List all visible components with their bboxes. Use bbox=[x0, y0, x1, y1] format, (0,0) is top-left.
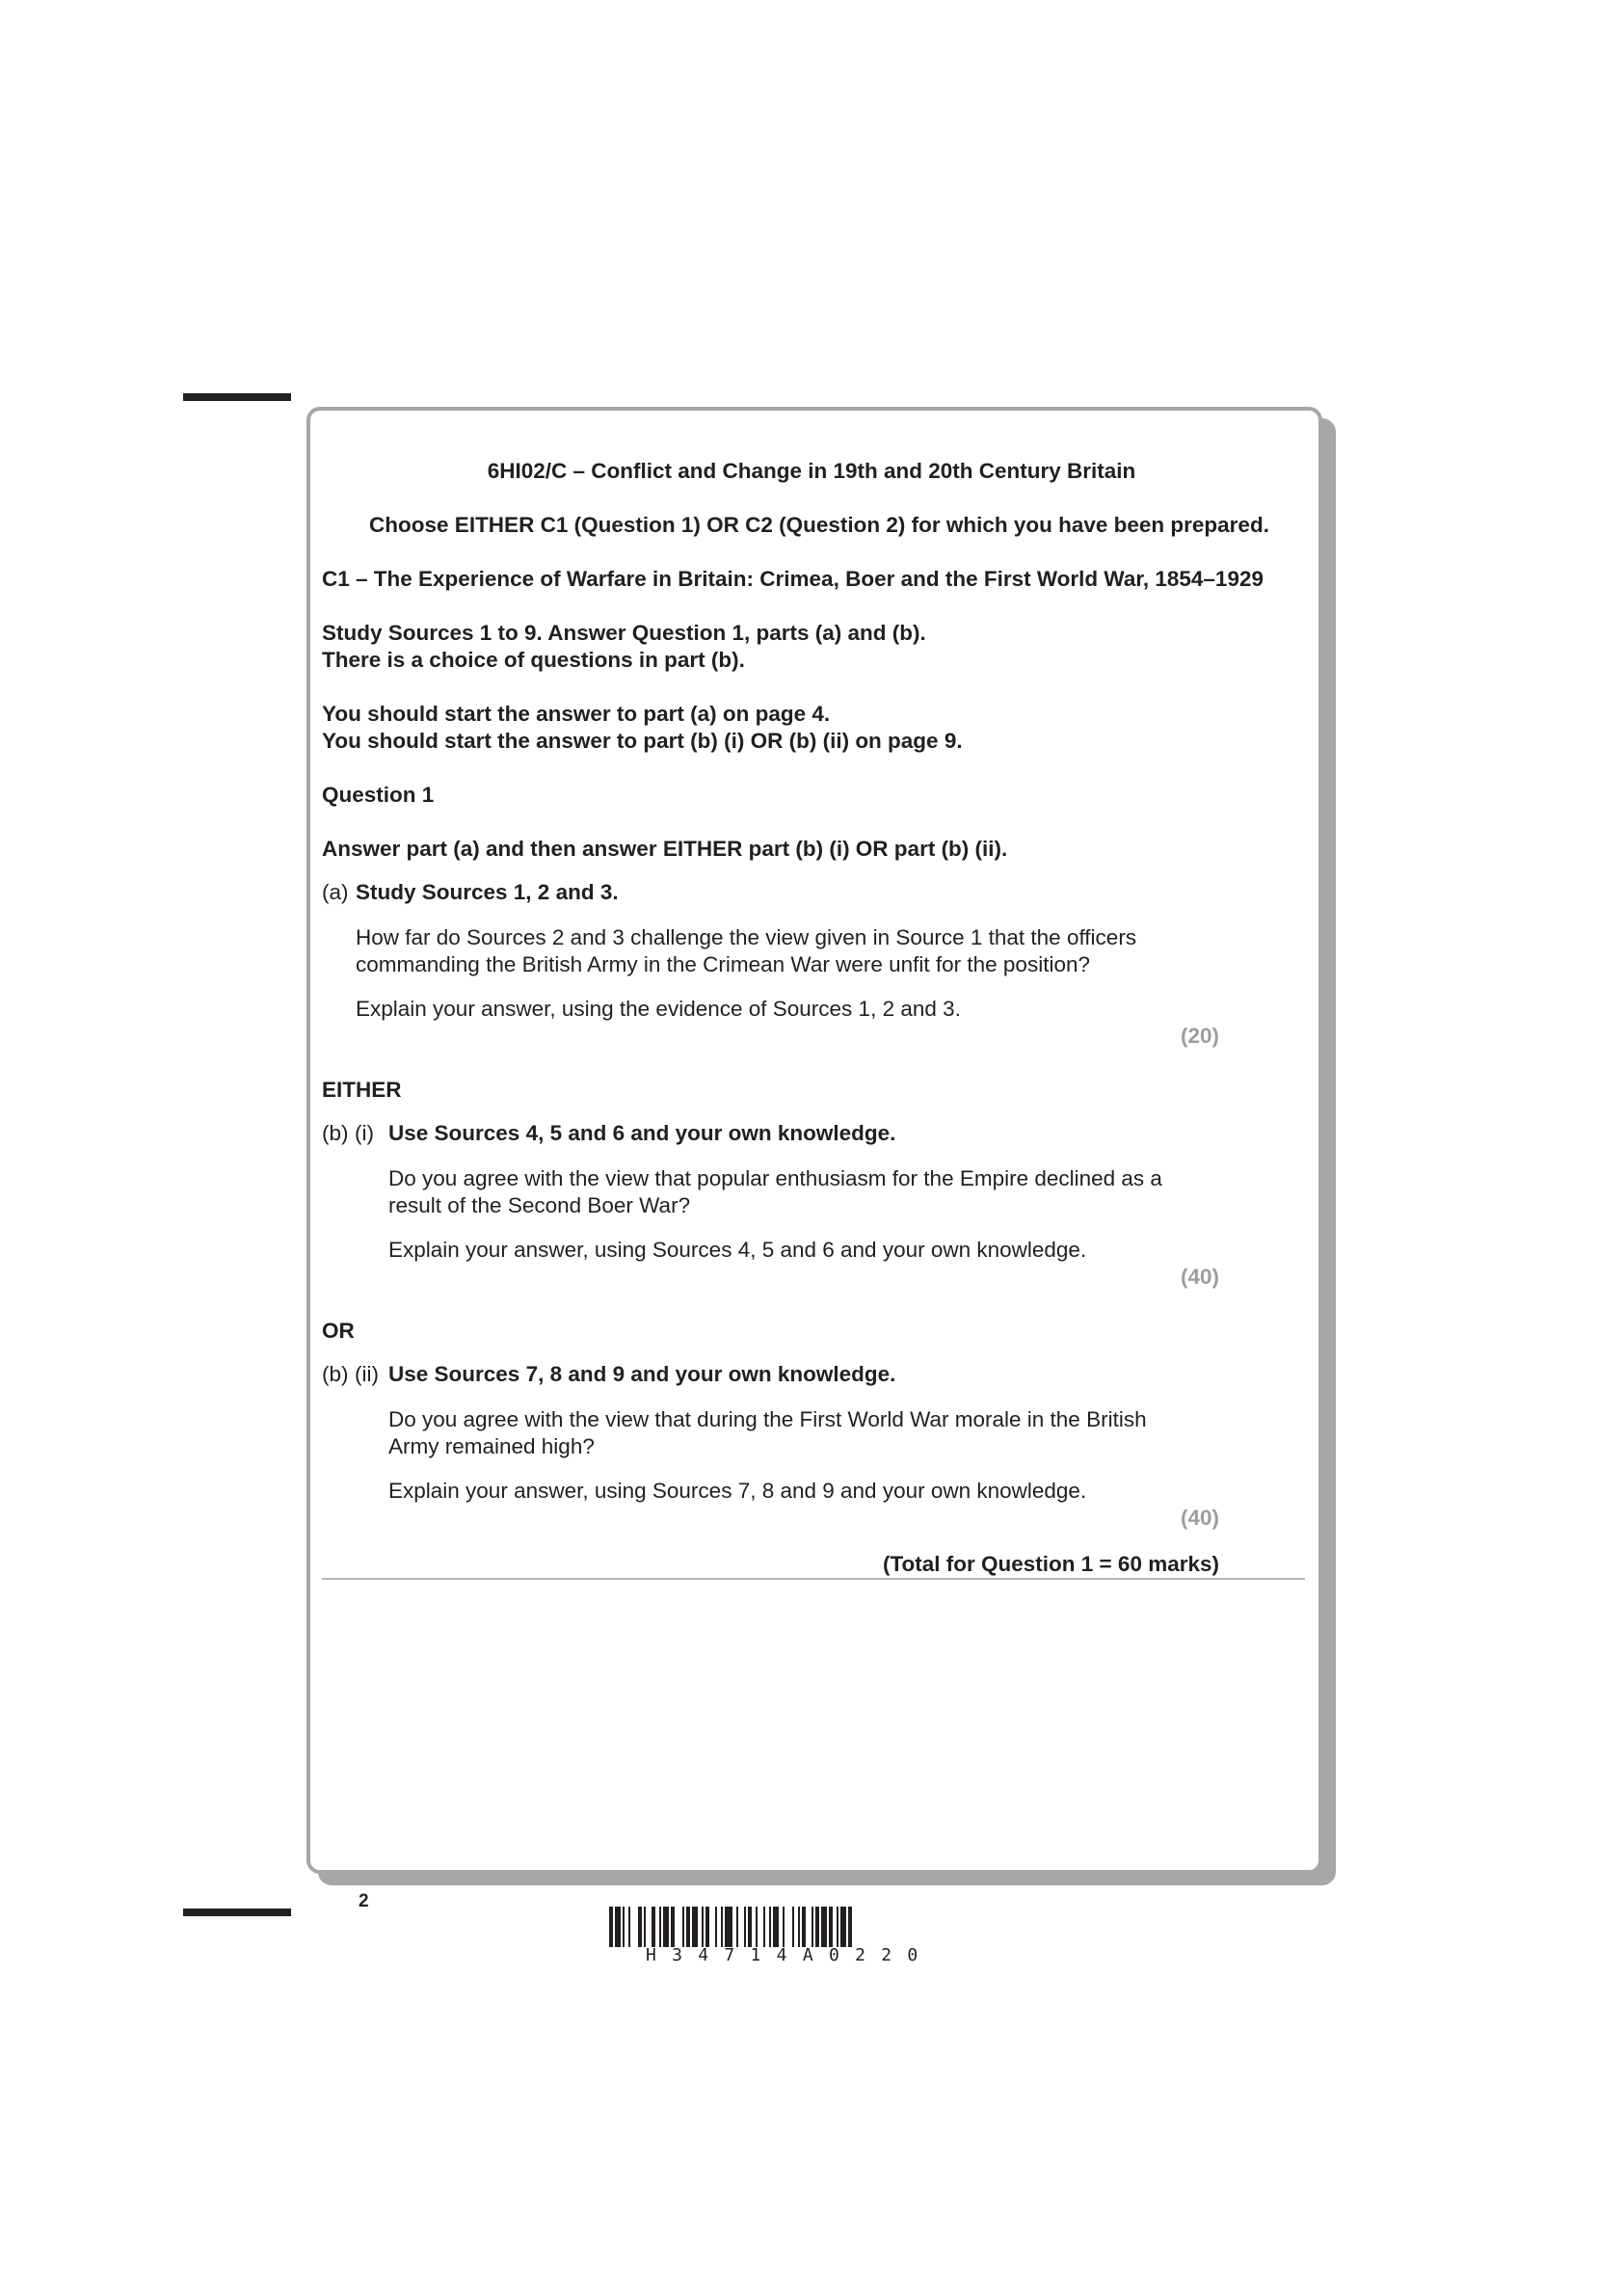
barcode-bar bbox=[644, 1907, 646, 1947]
barcode-bar bbox=[756, 1907, 758, 1947]
part-b-ii-explain: Explain your answer, using Sources 7, 8 and 9 and your own knowledge. bbox=[388, 1479, 1087, 1503]
barcode-bar bbox=[783, 1907, 785, 1947]
total-rule bbox=[322, 1578, 1305, 1580]
barcode-bar bbox=[773, 1907, 779, 1947]
part-a-marks: (20) bbox=[1180, 1024, 1219, 1048]
choose-instruction: Choose EITHER C1 (Question 1) OR C2 (Question 2) for which you have been prepared. bbox=[369, 513, 1269, 537]
part-b-i-sub-label: (i) bbox=[355, 1121, 374, 1145]
barcode-bar bbox=[686, 1907, 690, 1947]
barcode-bar bbox=[652, 1907, 655, 1947]
barcode-bar bbox=[736, 1907, 738, 1947]
answer-instruction: Answer part (a) and then answer EITHER part (b) (i) OR part (b) (ii). bbox=[322, 837, 1008, 861]
barcode-bar bbox=[628, 1907, 630, 1947]
barcode-bar bbox=[802, 1907, 806, 1947]
margin-bar-bottom bbox=[183, 1909, 291, 1916]
barcode-bar bbox=[623, 1907, 625, 1947]
study-instruction-line1: Study Sources 1 to 9. Answer Question 1, parts (a) and (b). bbox=[322, 621, 926, 645]
part-b-ii-label: (b) bbox=[322, 1362, 349, 1386]
part-b-i-label: (b) bbox=[322, 1121, 349, 1145]
barcode-bar bbox=[763, 1907, 765, 1947]
barcode-bar bbox=[837, 1907, 838, 1947]
part-b-i-marks: (40) bbox=[1180, 1265, 1219, 1289]
part-a-sources: Study Sources 1, 2 and 3. bbox=[356, 880, 619, 904]
barcode-bar bbox=[840, 1907, 846, 1947]
part-b-ii-sub-label: (ii) bbox=[355, 1362, 379, 1386]
part-b-ii-question-line2: Army remained high? bbox=[388, 1434, 595, 1458]
part-a-question-line2: commanding the British Army in the Crimean War were unfit for the position? bbox=[356, 952, 1090, 976]
barcode-bar bbox=[829, 1907, 833, 1947]
barcode-bar bbox=[725, 1907, 732, 1947]
part-a-explain: Explain your answer, using the evidence of Sources 1, 2 and 3. bbox=[356, 997, 961, 1021]
part-b-i-explain: Explain your answer, using Sources 4, 5 and 6 and your own knowledge. bbox=[388, 1238, 1087, 1262]
paper-title: 6HI02/C – Conflict and Change in 19th and 20th Century Britain bbox=[487, 459, 1136, 483]
barcode-bar bbox=[609, 1907, 613, 1947]
margin-bar-top bbox=[183, 393, 291, 401]
barcode-bar bbox=[798, 1907, 800, 1947]
barcode-bar bbox=[721, 1907, 723, 1947]
start-instruction-line2: You should start the answer to part (b) (i) OR (b) (ii) on page 9. bbox=[322, 729, 963, 753]
barcode-bar bbox=[682, 1907, 684, 1947]
part-a-question-line1: How far do Sources 2 and 3 challenge the view given in Source 1 that the officers bbox=[356, 925, 1137, 949]
part-b-i-question-line1: Do you agree with the view that popular enthusiasm for the Empire declined as a bbox=[388, 1166, 1162, 1190]
barcode-bar bbox=[748, 1907, 752, 1947]
either-label: EITHER bbox=[322, 1078, 402, 1102]
barcode bbox=[609, 1907, 1029, 1947]
part-b-ii-marks: (40) bbox=[1180, 1506, 1219, 1530]
barcode-bar bbox=[815, 1907, 819, 1947]
question-total: (Total for Question 1 = 60 marks) bbox=[882, 1552, 1219, 1576]
barcode-bar bbox=[792, 1907, 794, 1947]
barcode-bar bbox=[705, 1907, 709, 1947]
barcode-bar bbox=[659, 1907, 661, 1947]
or-label: OR bbox=[322, 1319, 355, 1343]
barcode-bar bbox=[812, 1907, 813, 1947]
barcode-text: H34714A0220 bbox=[646, 1945, 934, 1965]
barcode-bar bbox=[769, 1907, 771, 1947]
start-instruction-line1: You should start the answer to part (a) on page 4. bbox=[322, 702, 831, 726]
part-b-ii-question-line1: Do you agree with the view that during the First World War morale in the British bbox=[388, 1407, 1147, 1431]
barcode-bar bbox=[848, 1907, 852, 1947]
part-b-i-question-line2: result of the Second Boer War? bbox=[388, 1193, 691, 1217]
barcode-bar bbox=[715, 1907, 717, 1947]
barcode-bar bbox=[821, 1907, 827, 1947]
page-number: 2 bbox=[359, 1891, 369, 1911]
barcode-bar bbox=[638, 1907, 642, 1947]
option-title: C1 – The Experience of Warfare in Britain: Crimea, Boer and the First World War, 1854–1929 bbox=[322, 567, 1264, 591]
barcode-bar bbox=[671, 1907, 675, 1947]
barcode-bar bbox=[692, 1907, 698, 1947]
part-b-ii-sources: Use Sources 7, 8 and 9 and your own knowledge. bbox=[388, 1362, 896, 1386]
study-instruction-line2: There is a choice of questions in part (b). bbox=[322, 648, 745, 672]
barcode-bar bbox=[615, 1907, 621, 1947]
part-a-label: (a) bbox=[322, 880, 349, 904]
barcode-bar bbox=[744, 1907, 746, 1947]
barcode-bar bbox=[663, 1907, 669, 1947]
part-b-i-sources: Use Sources 4, 5 and 6 and your own knowledge. bbox=[388, 1121, 896, 1145]
question-heading: Question 1 bbox=[322, 783, 435, 807]
barcode-bar bbox=[702, 1907, 704, 1947]
